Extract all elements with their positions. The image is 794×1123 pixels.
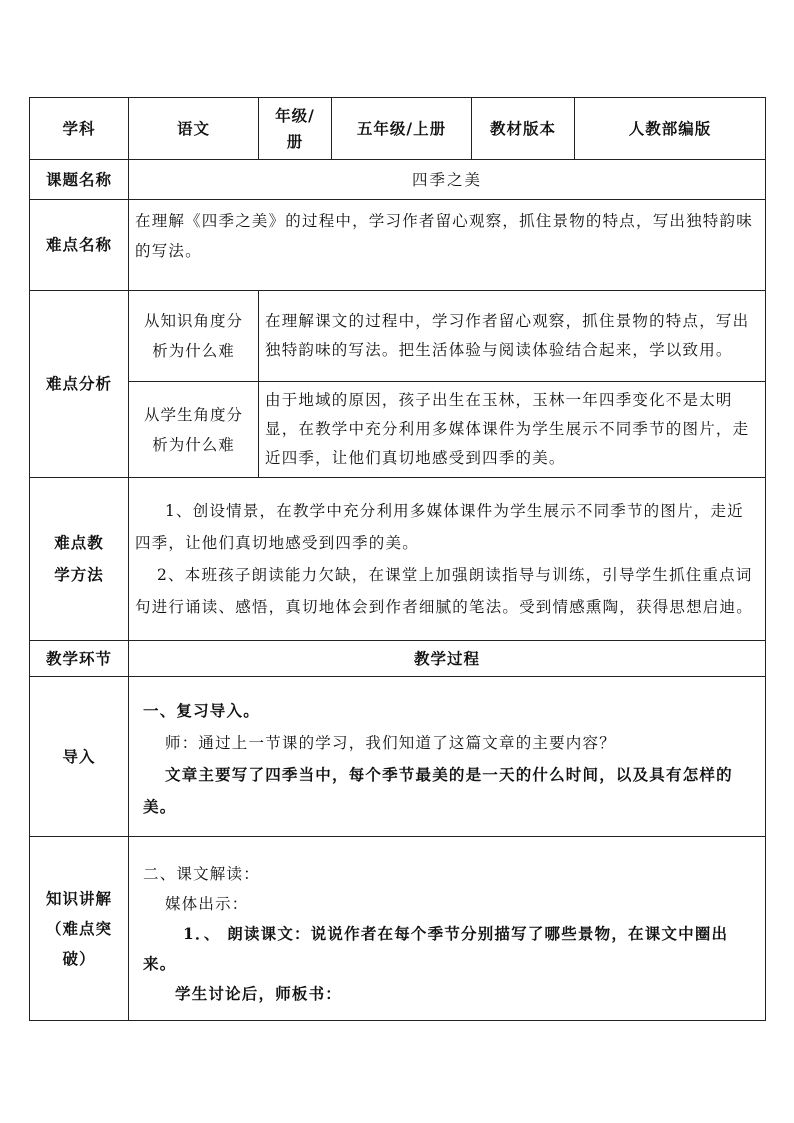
- intro-line-2: 师：通过上一节课的学习，我们知道了这篇文章的主要内容？: [165, 733, 616, 752]
- method-item-2: 2、本班孩子朗读能力欠缺，在课堂上加强朗读指导与训练，引导学生抓住重点词句进行诵读、感悟，真切地体会到作者细腻的笔法。受到情感熏陶，获得思想启迪。: [135, 566, 753, 616]
- edition-value: 人教部编版: [575, 98, 766, 160]
- stage-header: 教学环节: [30, 641, 129, 677]
- method-label: 难点教学方法: [30, 478, 129, 641]
- explain-label: 知识讲解（难点突破）: [30, 837, 129, 1021]
- method-row: [30, 478, 766, 641]
- knowledge-angle-label: 从知识角度分析为什么难: [129, 291, 259, 382]
- difficulty-row: [30, 200, 766, 291]
- lesson-plan-table: [29, 97, 766, 1021]
- explain-row: [30, 837, 766, 1021]
- difficulty-label: 难点名称: [30, 200, 129, 291]
- knowledge-angle-text: 在理解课文的过程中，学习作者留心观察，抓住景物的特点，写出独特韵味的写法。把生活体验与阅读体验结合起来，学以致用。: [259, 291, 766, 382]
- intro-text: [129, 677, 766, 837]
- method-item-1: 1、创设情景，在教学中充分利用多媒体课件为学生展示不同季节的图片，走近四季，让他们真切地感受到四季的美。: [135, 502, 744, 552]
- analysis-label: 难点分析: [30, 291, 129, 478]
- intro-line-1: 一、复习导入。: [143, 700, 260, 720]
- explain-line-2: 媒体出示：: [165, 895, 249, 913]
- process-header: 教学过程: [129, 641, 766, 677]
- explain-text: [129, 837, 766, 1021]
- grade-value: 五年级/上册: [332, 98, 472, 160]
- student-angle-label: 从学生角度分析为什么难: [129, 382, 259, 478]
- difficulty-text: 在理解《四季之美》的过程中，学习作者留心观察，抓住景物的特点，写出独特韵味的写法。: [129, 200, 766, 291]
- intro-line-3: 文章主要写了四季当中，每个季节最美的是一天的什么时间，以及具有怎样的美。: [143, 764, 733, 816]
- grade-label: 年级/册: [259, 98, 332, 160]
- method-text: [129, 478, 766, 641]
- explain-line-1: 二、课文解读：: [143, 865, 260, 883]
- intro-row: [30, 677, 766, 837]
- subject-value: 语文: [129, 98, 259, 160]
- edition-label: 教材版本: [472, 98, 575, 160]
- topic-row: [30, 160, 766, 200]
- topic-label: 课题名称: [30, 160, 129, 200]
- topic-value: 四季之美: [129, 160, 766, 200]
- header-row: [30, 98, 766, 160]
- intro-label: 导入: [30, 677, 129, 837]
- analysis-student-row: [30, 382, 766, 478]
- process-header-row: [30, 641, 766, 677]
- explain-line-4: 学生讨论后，师板书：: [175, 984, 343, 1003]
- analysis-knowledge-row: [30, 291, 766, 382]
- student-angle-text: 由于地域的原因，孩子出生在玉林，玉林一年四季变化不是太明显，在教学中充分利用多媒体课件为学生展示不同季节的图片，走近四季，让他们真切地感受到四季的美。: [259, 382, 766, 478]
- subject-label: 学科: [30, 98, 129, 160]
- explain-line-3: 1．、 朗读课文：说说作者在每个季节分别描写了哪些景物，在课文中圈出来。: [143, 924, 729, 973]
